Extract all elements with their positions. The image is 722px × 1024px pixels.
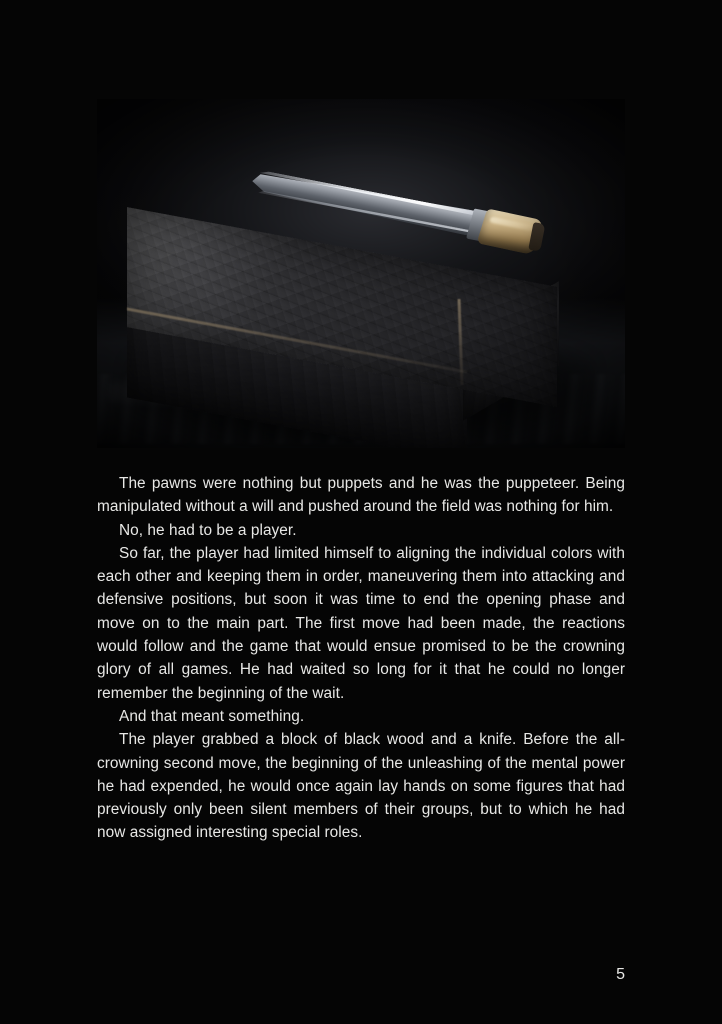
paragraph: The pawns were nothing but puppets and he was the puppeteer. Being manipulated without a will and pushed around the field was nothing for him. xyxy=(97,475,625,516)
paragraph: The player grabbed a block of black wood and a knife. Before the all-crowning second move, the beginning of the unleashing of the mental power he had expended, he would once again lay hands on some figures that had previously only been silent members of their groups, but to which he had now assigned interesting special roles. xyxy=(97,731,625,842)
paragraph: And that meant something. xyxy=(119,707,305,725)
figure-knife-on-stone-block xyxy=(97,99,625,448)
body-text xyxy=(97,472,625,845)
paragraph: No, he had to be a player. xyxy=(119,521,297,539)
paragraph: So far, the player had limited himself to aligning the individual colors with each other and keeping them in order, maneuvering them into attacking and defensive positions, but soon it was time to end the opening phase and move on to the main part. The first move had been made, the reactions would follow and the game that would ensue promised to be the crowning glory of all games. He had waited so long for it that he could no longer remember the beginning of the wait. xyxy=(97,544,625,702)
page-number: 5 xyxy=(616,966,625,983)
